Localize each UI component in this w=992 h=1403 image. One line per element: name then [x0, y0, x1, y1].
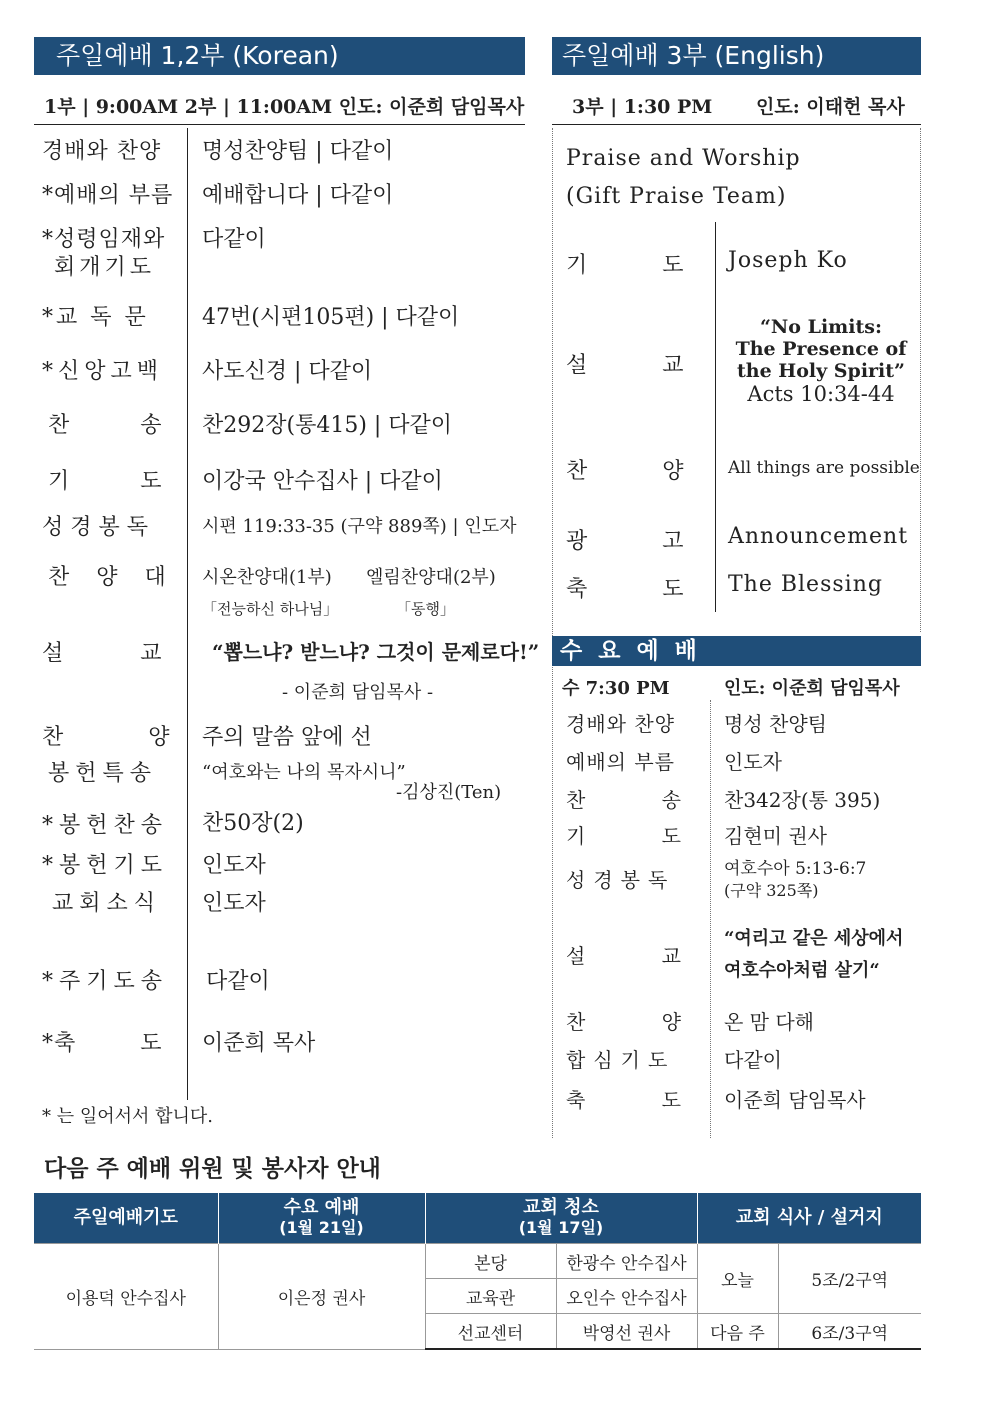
cleaning-person: 박영선 권사	[556, 1314, 697, 1350]
english-column-line	[715, 222, 716, 612]
order-value: 다같이	[206, 969, 270, 994]
english-divider	[552, 124, 921, 125]
cleaning-place: 본당	[425, 1244, 556, 1279]
order-label: *축 도	[42, 1031, 163, 1056]
english-service-header: 주일예배 3부 (English)	[552, 37, 921, 75]
meal-group: 5조/2구역	[778, 1244, 921, 1314]
korean-service-times: 1부 | 9:00AM 2부 | 11:00AM 인도: 이준희 담임목사	[44, 96, 525, 118]
order-value: 인도자	[202, 891, 266, 916]
order-value: 시편 119:33-35 (구약 889쪽) | 인도자	[202, 516, 517, 537]
english-service-leader: 인도: 이태헌 목사	[756, 96, 905, 118]
wednesday-leader: 인도: 이준희 담임목사	[724, 678, 900, 699]
meal-when: 오늘	[697, 1244, 778, 1314]
wednesday-sermon: 여호수아처럼 살기“	[724, 960, 880, 981]
korean-column-line	[187, 128, 188, 1100]
english-service-times: 3부 | 1:30 PM	[572, 96, 713, 118]
order-label: 설 교	[566, 353, 685, 378]
header-prayer: 주일예배기도	[34, 1193, 218, 1244]
english-sermon-ref: Acts 10:34-44	[747, 382, 895, 406]
order-label: *예배의 부름	[42, 183, 174, 208]
order-label: 설 교	[566, 944, 682, 968]
praise-team-line: (Gift Praise Team)	[566, 184, 787, 209]
order-value: 이강국 안수집사 | 다같이	[202, 469, 443, 494]
order-value: 다같이	[724, 1048, 782, 1072]
standing-note: * 는 일어서서 합니다.	[42, 1106, 213, 1127]
order-value: Joseph Ko	[728, 248, 848, 273]
order-label: 찬 양	[566, 459, 685, 484]
wednesday-person: 이은정 권사	[218, 1244, 425, 1350]
order-label: *봉헌기도	[42, 853, 169, 878]
order-value: 찬342장(통 395)	[724, 788, 881, 812]
order-value: 주의 말씀 앞에 선	[202, 725, 372, 750]
header-meal: 교회 식사 / 설거지	[697, 1193, 921, 1244]
order-value: 인도자	[724, 750, 782, 774]
order-value: 찬292장(통415) | 다같이	[202, 413, 453, 438]
order-subtext: -김상진(Ten)	[396, 782, 502, 803]
praise-worship-line: Praise and Worship	[566, 146, 801, 171]
order-label: 기 도	[566, 824, 682, 848]
order-label: 교회소식	[52, 891, 162, 916]
order-label: 찬 양	[566, 1010, 682, 1034]
order-label: 찬 송	[48, 413, 163, 438]
order-label: *교 독 문	[42, 305, 149, 330]
order-subtext: 「동행」	[396, 600, 455, 618]
wednesday-sermon: “여리고 같은 세상에서	[724, 928, 904, 949]
korean-service-header: 주일예배 1,2부 (Korean)	[34, 37, 525, 75]
order-value: 이준희 담임목사	[724, 1088, 866, 1112]
order-label: 광 고	[566, 529, 685, 554]
order-value: 예배합니다 | 다같이	[202, 183, 394, 208]
order-label: 찬 송	[566, 788, 682, 812]
cleaning-person: 한광수 안수집사	[556, 1244, 697, 1279]
order-label: 기 도	[48, 469, 163, 494]
order-label: 봉헌특송	[48, 761, 158, 786]
order-value: 사도신경 | 다같이	[202, 359, 373, 384]
order-value: “여호와는 나의 목자시니”	[202, 762, 406, 783]
order-value: The Blessing	[728, 572, 883, 597]
order-value: 온 맘 다해	[724, 1010, 814, 1034]
wednesday-time: 수 7:30 PM	[562, 678, 670, 699]
order-value: (구약 325쪽)	[724, 881, 819, 900]
order-label-line2: 회개기도	[54, 255, 156, 280]
meal-when: 다음 주	[697, 1314, 778, 1350]
order-label: *신앙고백	[42, 359, 164, 384]
order-value: 시온찬양대(1부)	[202, 567, 332, 588]
cleaning-place: 선교센터	[425, 1314, 556, 1350]
order-label: *봉헌찬송	[42, 813, 169, 838]
volunteer-table	[34, 1193, 921, 1350]
order-label: 예배의 부름	[566, 750, 675, 774]
sermon-title: “뽑느냐? 받느냐? 그것이 문제로다!”	[212, 640, 540, 664]
order-label: *성령임재와	[42, 227, 166, 252]
order-label: 찬 양	[42, 725, 171, 750]
order-value: 이준희 목사	[202, 1031, 316, 1056]
prayer-person: 이용덕 안수집사	[34, 1244, 218, 1350]
meal-group: 6조/3구역	[778, 1314, 921, 1350]
order-value: 명성찬양팀 | 다같이	[202, 139, 394, 164]
order-label: 경배와 찬양	[42, 139, 162, 164]
order-value: 47번(시편105편) | 다같이	[202, 305, 460, 330]
order-value: 엘림찬양대(2부)	[366, 567, 496, 588]
english-right-border	[920, 128, 921, 632]
order-label: 설 교	[42, 641, 163, 666]
next-week-title: 다음 주 예배 위원 및 봉사자 안내	[44, 1156, 381, 1182]
cleaning-place: 교육관	[425, 1279, 556, 1314]
order-value: 인도자	[202, 853, 266, 878]
wednesday-service-header: 수 요 예 배	[552, 636, 921, 666]
order-value: 다같이	[202, 227, 266, 252]
korean-divider	[34, 124, 525, 125]
right-border-line	[552, 128, 553, 1138]
order-value: All things are possible	[728, 458, 920, 478]
order-label: 축 도	[566, 577, 685, 602]
english-sermon-title: “No Limits: The Presence of the Holy Spirit”	[735, 316, 907, 382]
order-label: 합심기도	[566, 1048, 676, 1072]
order-label: 성경봉독	[566, 868, 676, 892]
order-label: 경배와 찬양	[566, 712, 675, 736]
order-label: 축 도	[566, 1088, 682, 1112]
order-value: 명성 찬양팀	[724, 712, 827, 736]
order-value: 여호수아 5:13-6:7	[724, 859, 867, 879]
order-subtext: - 이준희 담임목사 -	[282, 682, 434, 703]
order-label: *주기도송	[42, 969, 169, 994]
order-subtext: 「전능하신 하나님」	[202, 600, 339, 618]
header-cleaning: 교회 청소 (1월 17일)	[425, 1193, 697, 1244]
wednesday-column-line	[710, 700, 711, 1138]
order-label: 찬 양 대	[48, 565, 167, 590]
order-value: 김현미 권사	[724, 824, 827, 848]
order-label: 성경봉독	[42, 515, 156, 540]
order-value: 찬50장(2)	[202, 811, 304, 836]
cleaning-person: 오인수 안수집사	[556, 1279, 697, 1314]
order-value: Announcement	[728, 524, 909, 549]
header-wednesday: 수요 예배 (1월 21일)	[218, 1193, 425, 1244]
order-label: 기 도	[566, 253, 685, 278]
